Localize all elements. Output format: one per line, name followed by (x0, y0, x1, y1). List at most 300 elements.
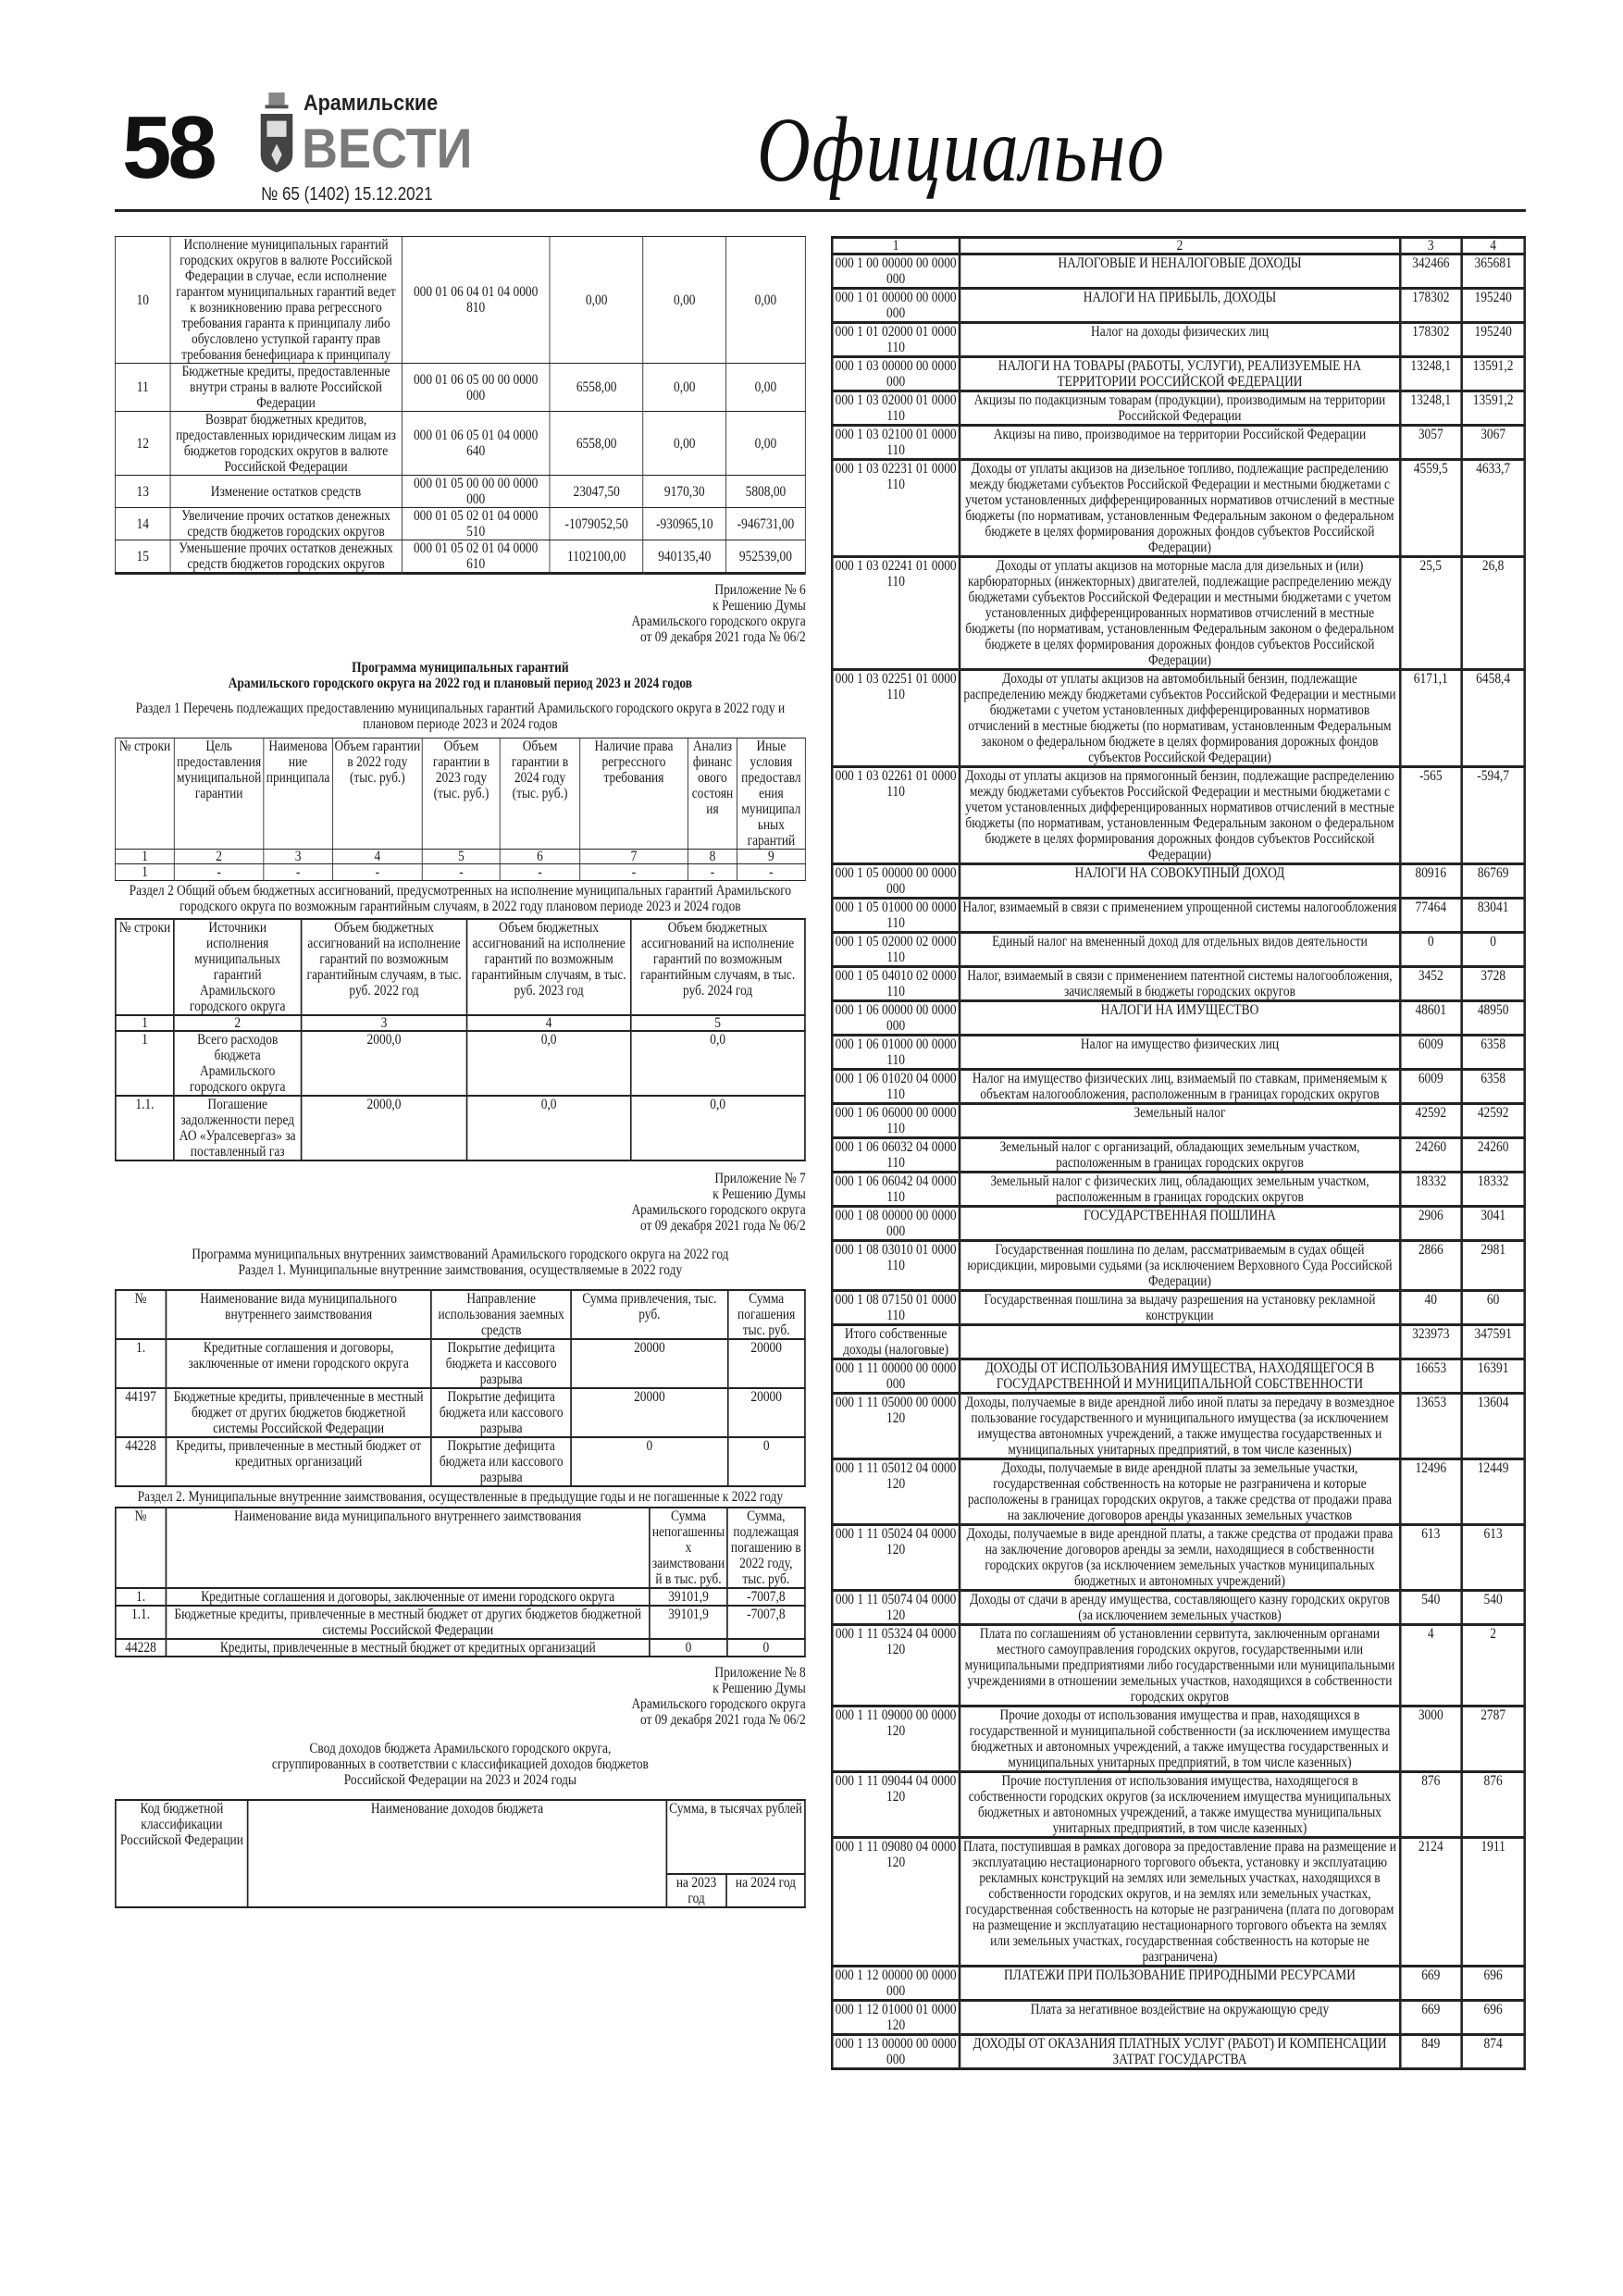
header-cell: 3 (264, 850, 333, 864)
table-cell: 000 1 03 02100 01 0000 110 (832, 426, 960, 460)
table-row (832, 967, 1524, 1001)
header-cell: 9 (737, 850, 805, 864)
table-row (832, 2001, 1524, 2035)
table-cell: 20000 (727, 1388, 804, 1437)
table-cell: 613 (1400, 1525, 1462, 1591)
table-cell: 2787 (1462, 1706, 1525, 1772)
table-cell: НАЛОГИ НА ТОВАРЫ (РАБОТЫ, УСЛУГИ), РЕАЛИЗУЕМЫЕ НА ТЕРРИТОРИИ РОССИЙСКОЙ ФЕДЕРАЦИИ (960, 357, 1400, 391)
header-cell: Объем бюджетных ассигнований на исполнение гарантий по возможным гарантийным случаям, в тыс. руб. 2024 год (630, 919, 805, 1015)
table-header-row (115, 850, 805, 864)
header-cell: Сумма, подлежащая погашению в 2022 году, тыс. руб. (727, 1508, 805, 1588)
table-row (832, 1036, 1524, 1070)
text-line: Программа муниципальных гарантий (352, 660, 569, 676)
table-cell: Бюджетные кредиты, предоставленные внутри страны в валюте Российской Федерации (170, 364, 402, 412)
table-row (832, 1207, 1524, 1241)
table-cell: 696 (1462, 2001, 1525, 2035)
table-row (832, 1525, 1524, 1591)
table-cell: 000 01 06 05 01 04 0000 640 (402, 412, 550, 476)
table-cell: ГОСУДАРСТВЕННАЯ ПОШЛИНА (960, 1207, 1400, 1241)
table-row (115, 864, 805, 881)
guarantees-title (115, 660, 806, 691)
header-cell: Наименование вида муниципального внутреннего заимствования (166, 1508, 650, 1588)
table-cell: 39101,9 (650, 1606, 726, 1639)
header-cell: 4 (467, 1015, 631, 1031)
table-cell: 14 (115, 508, 170, 540)
header-cell: 2 (960, 238, 1400, 254)
table-cell: 540 (1400, 1591, 1462, 1625)
table-cell: 39101,9 (650, 1588, 726, 1606)
header-cell: Объем бюджетных ассигнований на исполнение гарантий по возможным гарантийным случаям, в тыс. руб. 2022 год (301, 919, 467, 1015)
table-cell: 0,00 (726, 237, 806, 364)
table-cell: 18332 (1400, 1173, 1462, 1207)
table-cell: 12 (115, 412, 170, 476)
table-row (832, 1706, 1524, 1772)
table-header-row (116, 1508, 805, 1588)
table-cell: Доходы, получаемые в виде арендной платы, а также средства от продажи права на заключение договоров аренды за земли, находящиеся в собственности городских округов (за исключением земельных участков муниципальных бюджетных и автономных учреждений) (960, 1525, 1400, 1591)
header-cell: № строки (115, 738, 174, 850)
table-cell: Налог на имущество физических лиц, взимаемый по ставкам, применяемым к объектам налогообложения, расположенным в границах городских округов (960, 1070, 1400, 1104)
table-cell: 13604 (1462, 1394, 1525, 1459)
table-cell: Акцизы по подакцизным товарам (продукции), производимым на территории Российской Федерации (960, 391, 1400, 426)
table-cell: 6171,1 (1400, 670, 1462, 767)
header-cell: Объем бюджетных ассигнований на исполнение гарантий по возможным гарантийным случаям, в тыс. руб. 2023 год (467, 919, 631, 1015)
table-row (116, 1606, 805, 1639)
table-cell: 6009 (1400, 1036, 1462, 1070)
table-cell: 77464 (1400, 899, 1462, 933)
table-cell: 1. (116, 1339, 166, 1388)
table-cell: 80916 (1400, 864, 1462, 899)
header-cell: № (116, 1508, 166, 1588)
table-cell: 44228 (116, 1437, 166, 1486)
table-cell: 000 1 01 02000 01 0000 110 (832, 323, 960, 357)
table-cell: 0 (571, 1437, 727, 1486)
table-row (832, 1104, 1524, 1138)
table-cell: 0,0 (630, 1031, 805, 1096)
table-cell: -946731,00 (726, 508, 806, 540)
header-cell: Сумма непогашенных заимствований в тыс. руб. (650, 1508, 726, 1588)
table-cell: 12496 (1400, 1459, 1462, 1525)
table-cell: 000 1 03 02241 01 0000 110 (832, 557, 960, 670)
table-row (832, 254, 1524, 289)
table-cell: 669 (1400, 2001, 1462, 2035)
table-header-row (832, 238, 1524, 254)
table-cell: 000 1 11 09080 04 0000 120 (832, 1838, 960, 1967)
table-cell: 0 (1462, 933, 1525, 967)
table-cell: 952539,00 (726, 540, 806, 574)
table-cell: 2 (1462, 1625, 1525, 1706)
sources-table-block (115, 236, 806, 575)
table-cell: 2000,0 (301, 1096, 467, 1160)
header-cell: 1 (116, 1015, 174, 1031)
table-cell: 16391 (1462, 1359, 1525, 1394)
header-cell: 1 (832, 238, 960, 254)
table-row (832, 2035, 1524, 2069)
table-cell: Доходы от уплаты акцизов на автомобильный бензин, подлежащие распределению между бюджетами субъектов Российской Федерации и местными бюджетами с учетом установленных дифференцированных нормативов отчислений в местные бюджеты (по нормативам, установленным Федеральным законом о федеральном бюджете в целях формирования дорожных фондов субъектов Российской Федерации) (960, 670, 1400, 767)
header-cell: № (116, 1290, 166, 1339)
table-cell: Покрытие дефицита бюджета или кассового разрыва (431, 1388, 571, 1437)
table-cell: 000 1 06 06042 04 0000 110 (832, 1173, 960, 1207)
table-cell: 4 (1400, 1625, 1462, 1706)
table-row (832, 1291, 1524, 1325)
table-row (832, 323, 1524, 357)
table-cell: НАЛОГОВЫЕ И НЕНАЛОГОВЫЕ ДОХОДЫ (960, 254, 1400, 289)
table-cell: 1911 (1462, 1838, 1525, 1967)
table-cell: - (501, 864, 580, 881)
table-cell: - (422, 864, 500, 881)
table-header-row (116, 919, 805, 1015)
table-header-row (116, 1800, 805, 1874)
table-cell: 178302 (1400, 323, 1462, 357)
table-cell: НАЛОГИ НА ИМУЩЕСТВО (960, 1001, 1400, 1036)
income-summary-header-table (115, 1799, 806, 1908)
table-cell: 3728 (1462, 967, 1525, 1001)
table-row (832, 1625, 1524, 1706)
table-cell: 44197 (116, 1388, 166, 1437)
header-cell: 5 (422, 850, 500, 864)
text-line: от 09 декабря 2021 года № 06/2 (639, 1712, 806, 1728)
table-cell: 000 1 06 01000 00 0000 110 (832, 1036, 960, 1070)
table-cell: -594,7 (1462, 767, 1525, 864)
sources-table (115, 236, 806, 575)
table-cell: Уменьшение прочих остатков денежных средств бюджетов городских округов (170, 540, 402, 574)
text-line: от 09 декабря 2021 года № 06/2 (639, 1218, 806, 1234)
table-row (116, 1339, 805, 1388)
table-cell: Кредитные соглашения и договоры, заключенные от имени городского округа (166, 1339, 431, 1388)
table-cell: -1079052,50 (550, 508, 643, 540)
guarantees-table-2 (115, 918, 806, 1161)
table-cell: 000 1 11 09000 00 0000 120 (832, 1706, 960, 1772)
table-cell: 0,00 (643, 237, 725, 364)
table-row (832, 864, 1524, 899)
borrowings-table-2 (115, 1507, 806, 1657)
header-cell: Объем гарантии в 2022 году (тыс. руб.) (332, 738, 422, 850)
table-cell (960, 1325, 1400, 1359)
table-cell: Акцизы на пиво, производимое на территории Российской Федерации (960, 426, 1400, 460)
table-cell: - (688, 864, 737, 881)
table-cell: 13248,1 (1400, 357, 1462, 391)
table-cell: - (332, 864, 422, 881)
table-cell: Налог, взимаемый в связи с применением патентной системы налогообложения, зачисляемый в бюджеты городских округов (960, 967, 1400, 1001)
table-cell: 26,8 (1462, 557, 1525, 670)
table-cell: Плата за негативное воздействие на окружающую среду (960, 2001, 1400, 2035)
table-cell: 000 1 06 01020 04 0000 110 (832, 1070, 960, 1104)
logo-main-text: ВЕСТИ (302, 118, 473, 180)
table-cell: Прочие поступления от использования имущества, находящегося в собственности городских округов (за исключением имущества муниципальных бюджетных и автономных учреждений, а также имущества муниципальных унитарных предприятий, в том числе казенных) (960, 1772, 1400, 1838)
table-row (832, 357, 1524, 391)
table-cell: 365681 (1462, 254, 1525, 289)
table-cell: 2000,0 (301, 1031, 467, 1096)
table-cell: Изменение остатков средств (170, 476, 402, 508)
table-cell: 1 (115, 864, 174, 881)
table-cell: 000 1 08 07150 01 0000 110 (832, 1291, 960, 1325)
table-cell: 0 (650, 1639, 726, 1657)
table-cell: 6558,00 (550, 364, 643, 412)
table-row (832, 1241, 1524, 1291)
header-cell: 4 (1462, 238, 1525, 254)
header-cell: Сумма погашения тыс. руб. (727, 1290, 804, 1339)
table-cell: 13591,2 (1462, 357, 1525, 391)
text-line: от 09 декабря 2021 года № 06/2 (639, 629, 806, 645)
table-cell: 15 (115, 540, 170, 574)
header-cell: 5 (630, 1015, 805, 1031)
text-line: Российской Федерации на 2023 и 2024 годы (343, 1772, 577, 1788)
table-cell: 23047,50 (550, 476, 643, 508)
borrowings-table-2-block (115, 1507, 806, 1657)
table-cell: 000 1 12 01000 01 0000 120 (832, 2001, 960, 2035)
table-cell: 16653 (1400, 1359, 1462, 1394)
header-cell: Иные условия предоставления муниципальных гарантий (737, 738, 805, 850)
income-summary-header-block (115, 1799, 806, 1908)
guarantees-section-1: Раздел 1 Перечень подлежащих предоставлению муниципальных гарантий Арамильского городского округа в 2022 году и плановом периоде 2023 и 2024 годов (135, 701, 786, 732)
table-cell: 0 (727, 1437, 804, 1486)
header-cell: Наличие права регрессного требования (579, 738, 688, 850)
table-row (115, 508, 805, 540)
right-column (831, 0, 1526, 2070)
table-row (832, 933, 1524, 967)
table-row (832, 1459, 1524, 1525)
table-cell: 940135,40 (643, 540, 725, 574)
text-line: Приложение № 8 (714, 1665, 806, 1681)
table-cell: 342466 (1400, 254, 1462, 289)
table-cell: 000 1 11 00000 00 0000 000 (832, 1359, 960, 1394)
logo-top-text: Арамильские (304, 91, 439, 116)
table-cell: 3452 (1400, 967, 1462, 1001)
header-cell: 2 (174, 1015, 301, 1031)
table-cell: Увеличение прочих остатков денежных средств бюджетов городских округов (170, 508, 402, 540)
issue-number: № 65 (1402) 15.12.2021 (261, 184, 433, 205)
table-cell: 13248,1 (1400, 391, 1462, 426)
table-cell: 876 (1400, 1772, 1462, 1838)
table-cell: 24260 (1462, 1138, 1525, 1173)
table-cell: Доходы от уплаты акцизов на дизельное топливо, подлежащие распределению между бюджетами субъектов Российской Федерации и местными бюджетами с учетом установленных дифференцированных нормативов отчислений в местные бюджеты (по нормативам, установленным Федеральным законом о федеральном бюджете в целях формирования дорожных фондов субъектов Российской Федерации) (960, 460, 1400, 557)
table-cell: 0,0 (467, 1031, 631, 1096)
table-cell: 874 (1462, 2035, 1525, 2069)
table-cell: 000 1 11 09044 04 0000 120 (832, 1772, 960, 1838)
table-cell: 000 1 11 05074 04 0000 120 (832, 1591, 960, 1625)
table-cell: 3000 (1400, 1706, 1462, 1772)
table-cell: ДОХОДЫ ОТ ИСПОЛЬЗОВАНИЯ ИМУЩЕСТВА, НАХОДЯЩЕГОСЯ В ГОСУДАРСТВЕННОЙ И МУНИЦИПАЛЬНОЙ СОБСТВЕННОСТИ (960, 1359, 1400, 1394)
table-row (116, 1437, 805, 1486)
table-cell: 1. (116, 1588, 166, 1606)
table-row (832, 1070, 1524, 1104)
table-cell: 000 1 03 00000 00 0000 000 (832, 357, 960, 391)
table-row (832, 1138, 1524, 1173)
table-row (832, 1838, 1524, 1967)
table-cell: 13653 (1400, 1394, 1462, 1459)
table-cell: 000 1 13 00000 00 0000 000 (832, 2035, 960, 2069)
table-cell: Доходы, получаемые в виде арендной платы за земельные участки, государственная собственность на которые не разграничена и которые расположены в границах городских округов, а также средства от продажи права на заключение договоров аренды указанных земельных участков (960, 1459, 1400, 1525)
table-cell: 000 1 05 04010 02 0000 110 (832, 967, 960, 1001)
table-cell: Доходы от сдачи в аренду имущества, составляющего казну городских округов (за исключением земельных участков) (960, 1591, 1400, 1625)
table-cell: ПЛАТЕЖИ ПРИ ПОЛЬЗОВАНИЕ ПРИРОДНЫМИ РЕСУРСАМИ (960, 1967, 1400, 2001)
table-cell: 13591,2 (1462, 391, 1525, 426)
table-cell: 20000 (727, 1339, 804, 1388)
table-cell: Возврат бюджетных кредитов, предоставленных юридическим лицам из бюджетов городских округов в валюте Российской Федерации (170, 412, 402, 476)
table-row (115, 237, 805, 364)
table-cell: 000 1 03 02251 01 0000 110 (832, 670, 960, 767)
header-cell: 3 (1400, 238, 1462, 254)
income-table-block (831, 236, 1526, 2070)
table-cell: -7007,8 (727, 1588, 805, 1606)
table-cell: 000 01 06 04 01 04 0000 810 (402, 237, 550, 364)
table-row (115, 412, 805, 476)
header-cell: Сумма привлечения, тыс. руб. (571, 1290, 727, 1339)
table-cell: Налог, взимаемый в связи с применением упрощенной системы налогообложения (960, 899, 1400, 933)
table-cell: Бюджетные кредиты, привлеченные в местный бюджет от других бюджетов бюджетной системы Российской Федерации (166, 1388, 431, 1437)
table-cell: 000 01 05 00 00 00 0000 000 (402, 476, 550, 508)
table-cell: 0 (1400, 933, 1462, 967)
table-cell: 000 1 03 02261 01 0000 110 (832, 767, 960, 864)
text-line: Арамильского городского округа на 2022 год и плановый период 2023 и 2024 годов (228, 676, 693, 691)
table-cell: 42592 (1462, 1104, 1525, 1138)
table-cell: 0,00 (643, 364, 725, 412)
table-cell: -7007,8 (727, 1606, 805, 1639)
table-cell: 48950 (1462, 1001, 1525, 1036)
table-row (832, 1772, 1524, 1838)
table-row (116, 1388, 805, 1437)
table-cell: 540 (1462, 1591, 1525, 1625)
borrowings-section-2: Раздел 2. Муниципальные внутренние заимствования, осуществленные в предыдущие годы и не погашенные к 2022 году (137, 1489, 784, 1505)
table-cell: 000 1 06 06032 04 0000 110 (832, 1138, 960, 1173)
borrowings-table-1 (115, 1289, 806, 1487)
table-cell: Бюджетные кредиты, привлеченные в местный бюджет от других бюджетов бюджетной системы Российской Федерации (166, 1606, 650, 1639)
table-cell: 0,0 (630, 1096, 805, 1160)
table-cell: 000 1 11 05012 04 0000 120 (832, 1459, 960, 1525)
table-cell: 60 (1462, 1291, 1525, 1325)
table-cell: Плата, поступившая в рамках договора за предоставление права на размещение и эксплуатацию нестационарного торгового объекта, установку и эксплуатацию рекламных конструкций на землях или земельных участках, находящихся в собственности городских округов, и на землях или земельных участках, государственная собственность на которые не разграничена (плата по договорам на размещение и эксплуатацию нестационарного торгового объекта на землях или земельных участках, государственная собственность на которые не разграничена) (960, 1838, 1400, 1967)
header-cell: Анализ финансового состояния (688, 738, 737, 850)
table-cell: 000 1 01 00000 00 0000 000 (832, 289, 960, 323)
header-cell: № строки (116, 919, 174, 1015)
table-cell: 12449 (1462, 1459, 1525, 1525)
appendix-7-note (115, 1171, 806, 1234)
text-line: к Решению Думы (712, 1186, 806, 1202)
table-cell: 000 1 12 00000 00 0000 000 (832, 1967, 960, 2001)
income-summary-title (115, 1741, 806, 1788)
header-name: Наименование доходов бюджета (248, 1800, 666, 1907)
guarantees-table-2-block (115, 918, 806, 1161)
table-cell: 613 (1462, 1525, 1525, 1591)
table-cell: 000 1 11 05024 04 0000 120 (832, 1525, 960, 1591)
table-header-row (115, 738, 805, 850)
table-row (115, 364, 805, 412)
table-cell: 000 01 05 02 01 04 0000 610 (402, 540, 550, 574)
table-cell: 000 1 05 01000 00 0000 110 (832, 899, 960, 933)
table-row (116, 1639, 805, 1657)
table-row (832, 670, 1524, 767)
text-line: сгруппированных в соответствии с классификацией доходов бюджетов (271, 1756, 649, 1772)
table-cell: Доходы от уплаты акцизов на прямогонный бензин, подлежащие распределению между бюджетами субъектов Российской Федерации и местными бюджетами с учетом установленных дифференцированных нормативов отчислений в местные бюджеты (по нормативам, установленным Федеральным законом о федеральном бюджете в целях формирования дорожных фондов субъектов Российской Федерации) (960, 767, 1400, 864)
table-row (832, 1173, 1524, 1207)
table-cell: 25,5 (1400, 557, 1462, 670)
text-line: Раздел 1. Муниципальные внутренние заимствования, осуществляемые в 2022 году (238, 1262, 683, 1278)
table-cell: 876 (1462, 1772, 1525, 1838)
table-row (116, 1031, 805, 1096)
header-cell: 4 (332, 850, 422, 864)
table-cell: - (175, 864, 264, 881)
table-cell: 20000 (571, 1388, 727, 1437)
header-cell: Источники исполнения муниципальных гарантий Арамильского городского округа (174, 919, 301, 1015)
header-code: Код бюджетной классификации Российской Федерации (116, 1800, 248, 1907)
table-cell: 42592 (1400, 1104, 1462, 1138)
table-cell: Земельный налог с физических лиц, обладающих земельным участком, расположенным в границах городских округов (960, 1173, 1400, 1207)
table-cell: Итого собственные доходы (налоговые) (832, 1325, 960, 1359)
table-cell: 000 1 06 00000 00 0000 000 (832, 1001, 960, 1036)
table-cell: 1102100,00 (550, 540, 643, 574)
table-cell: 6458,4 (1462, 670, 1525, 767)
table-cell: 3041 (1462, 1207, 1525, 1241)
table-cell: -565 (1400, 767, 1462, 864)
text-line: Приложение № 7 (714, 1171, 806, 1186)
table-cell: Всего расходов бюджета Арамильского городского округа (174, 1031, 301, 1096)
table-cell: 000 1 03 02231 01 0000 110 (832, 460, 960, 557)
table-header-row (116, 1290, 805, 1339)
table-cell: 4633,7 (1462, 460, 1525, 557)
table-cell: 669 (1400, 1967, 1462, 2001)
table-cell: 000 1 06 06000 00 0000 110 (832, 1104, 960, 1138)
table-cell: Государственная пошлина за выдачу разрешения на установку рекламной конструкции (960, 1291, 1400, 1325)
table-cell: 2906 (1400, 1207, 1462, 1241)
header-cell: Объем гарантии в 2024 году (тыс. руб.) (501, 738, 580, 850)
table-cell: 0,00 (643, 412, 725, 476)
table-cell: - (737, 864, 805, 881)
table-cell: 000 1 00 00000 00 0000 000 (832, 254, 960, 289)
table-cell: Покрытие дефицита бюджета и кассового разрыва (431, 1339, 571, 1388)
table-cell: 13 (115, 476, 170, 508)
table-row (832, 899, 1524, 933)
table-cell: Покрытие дефицита бюджета или кассового разрыва (431, 1437, 571, 1486)
table-row (115, 476, 805, 508)
table-cell: 195240 (1462, 289, 1525, 323)
appendix-6-note (115, 582, 806, 645)
table-cell: 9170,30 (643, 476, 725, 508)
header-2024: на 2024 год (726, 1874, 805, 1907)
table-cell: 0,00 (550, 237, 643, 364)
table-cell: 11 (115, 364, 170, 412)
table-cell: Доходы, получаемые в виде арендной либо иной платы за передачу в возмездное пользование государственного и муниципального имущества (за исключением имущества автономных учреждений, а также имущества государственных и муниципальных унитарных предприятий, в том числе казенных) (960, 1394, 1400, 1459)
table-cell: - (579, 864, 688, 881)
table-cell: 2981 (1462, 1241, 1525, 1291)
table-cell: 44228 (116, 1639, 166, 1657)
borrowings-title (115, 1247, 806, 1278)
text-line: Арамильского городского округа (631, 614, 806, 629)
header-cell: Объем гарантии в 2023 году (тыс. руб.) (422, 738, 500, 850)
table-cell: - (264, 864, 333, 881)
appendix-8-note (115, 1665, 806, 1728)
table-cell: Плата по соглашениям об установлении сервитута, заключенным органами местного самоуправления городских округов, государственными или муниципальными предприятиями либо государственными или муниципальными учреждениями в отношении земельных участков, находящихся в собственности городских округов (960, 1625, 1400, 1706)
table-cell: Прочие доходы от использования имущества и прав, находящихся в государственной и муниципальной собственности (за исключением имущества бюджетных и автономных учреждений, а также имущества государственных и муниципальных унитарных предприятий, в том числе казенных) (960, 1706, 1400, 1772)
table-cell: НАЛОГИ НА СОВОКУПНЫЙ ДОХОД (960, 864, 1400, 899)
table-cell: 6358 (1462, 1070, 1525, 1104)
table-row (832, 1359, 1524, 1394)
table-cell: 5808,00 (726, 476, 806, 508)
table-cell: 2124 (1400, 1838, 1462, 1967)
header-cell: Наименование вида муниципального внутреннего заимствования (166, 1290, 431, 1339)
header-cell: 2 (175, 850, 264, 864)
table-cell: 86769 (1462, 864, 1525, 899)
table-cell: 195240 (1462, 323, 1525, 357)
table-row (116, 1096, 805, 1160)
table-cell: Исполнение муниципальных гарантий городских округов в валюте Российской Федерации в случае, если исполнение гарантом муниципальных гарантий ведет к возникновению права регрессного требования гаранта к принципалу либо обусловлено уступкой гаранту прав требования бенефициара к принципалу (170, 237, 402, 364)
table-header-row (116, 1015, 805, 1031)
table-cell: 000 1 11 05324 04 0000 120 (832, 1625, 960, 1706)
table-cell: 10 (115, 237, 170, 364)
table-cell: Кредиты, привлеченные в местный бюджет от кредитных организаций (166, 1639, 650, 1657)
table-cell: 18332 (1462, 1173, 1525, 1207)
table-row (832, 460, 1524, 557)
table-cell: Кредиты, привлеченные в местный бюджет от кредитных организаций (166, 1437, 431, 1486)
header-sum: Сумма, в тысячах рублей (666, 1800, 805, 1874)
